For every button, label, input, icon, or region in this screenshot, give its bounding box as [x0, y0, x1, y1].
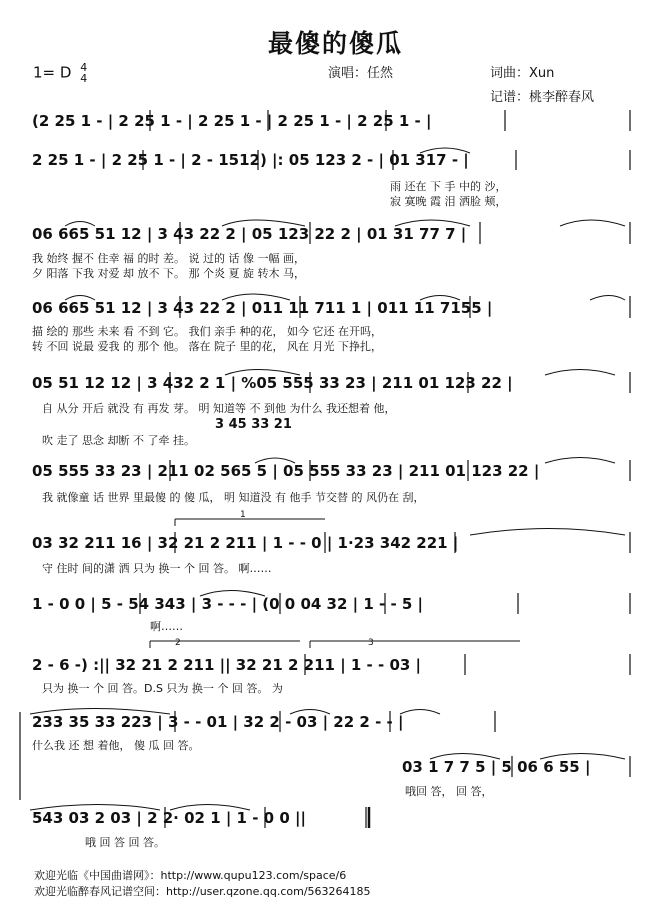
score-row-2 — [32, 148, 630, 208]
volta-2: 2 — [175, 638, 181, 648]
lyrics-row-3-verse-2: 夕 阳落 下我 对爱 却 放不 下。 那 个炎 夏 旋 转木 马， — [32, 267, 305, 280]
score-row-3 — [32, 220, 630, 280]
notes-row-2: 2 25 1 - | 2 25 1 - | 2 - 1512) |: 05 123 2 - | 01 317 - | — [32, 151, 469, 169]
time-sig-bottom: 4 — [80, 72, 88, 85]
notes-row-1: (2 25 1 - | 2 25 1 - | 2 25 1 - | 2 25 1 - | 2 25 1 - | — [32, 112, 432, 130]
volta-1: 1 — [240, 510, 246, 520]
composer-credit: 词曲：Xun — [490, 66, 555, 81]
notes-row-8: 1 - 0 0 | 5 - 54 343 | 3 - - - | (0 0 04 32 | 1 - - 5 | — [32, 595, 424, 613]
notes-row-5: 05 51 12 12 | 3 432 2 1 | %05 555 33 23 | 211 01 123 22 | — [32, 374, 513, 392]
lyrics-row-2-verse-2: 寂 寞晚 霞 泪 洒脸 颊， — [390, 195, 507, 208]
lyrics-row-4-verse-1: 描 绘的 那些 未来 看 不到 它。 我们 亲手 种的花， 如今 它还 在开吗， — [32, 325, 382, 338]
key-label: 1= D — [33, 63, 72, 82]
lyrics-row-11-verse-1: 哦回 答， 回 答， — [405, 785, 493, 798]
notes-row-9: 2 - 6 -) :|| 32 21 2 211 || 32 21 2 211 | 1 - - 03 | — [32, 656, 422, 674]
score-row-6 — [32, 458, 630, 505]
lyrics-row-12-verse-1: 哦 回 答 回 答。 — [85, 836, 165, 849]
lyrics-row-2-verse-1: 雨 还在 下 手 中的 沙， — [390, 180, 507, 193]
notes-row-7: 03 32 211 16 | 32 21 2 211 | 1 - - 0 | 1·23 342 221 | — [32, 534, 459, 552]
score-row-11 — [402, 754, 630, 799]
time-sig-top: 4 — [80, 61, 88, 74]
volta-3: 3 — [368, 638, 374, 648]
lyrics-row-7-verse-1: 守 住时 间的潇 洒 只为 换一 个 回 答。 啊…… — [42, 562, 272, 575]
notes-row-10: 233 35 33 223 | 3 - - 01 | 32 2 - 03 | 22 2 - - | — [32, 713, 404, 731]
score-row-5 — [32, 370, 630, 448]
song-title: 最傻的傻瓜 — [267, 29, 403, 58]
lyrics-row-3-verse-1: 我 始终 握不 住幸 福 的时 差。 说 过的 话 像 一幅 画， — [32, 252, 305, 265]
lyrics-row-5-verse-2: 吹 走了 思念 却断 不 了牵 挂。 — [42, 434, 195, 447]
transcriber-credit: 记谱：桃李醉春风 — [490, 90, 595, 105]
singer-credit: 演唱：任然 — [328, 66, 394, 81]
lyrics-row-5-verse-1: 自 从分 开后 就没 有 再发 芽。 明 知道等 不 到他 为什么 我还想着 他， — [42, 402, 396, 415]
notes-row-11: 03 1 7 7 5 | 5 06 6 55 | — [402, 758, 591, 776]
lyrics-row-4-verse-2: 转 不回 说最 爱我 的 那个 他。 落在 院子 里的花， 风在 月光 下挣扎， — [32, 340, 382, 353]
footer-link-qupu[interactable]: 欢迎光临《中国曲谱网》：http://www.qupu123.com/space/6 — [34, 869, 347, 882]
footer-link-qzone[interactable]: 欢迎光临醉春风记谱空间：http://user.qzone.qq.com/563264185 — [34, 885, 371, 898]
lyrics-row-10-verse-1: 什么我 还 想 着他， 傻 瓜 回 答。 — [32, 739, 200, 752]
score-row-9 — [32, 638, 630, 695]
lyrics-row-6-verse-1: 我 就像童 话 世界 里最傻 的 傻 瓜， 明 知道没 有 他手 节交替 的 风仍在 刮， — [42, 491, 425, 504]
score-row-12 — [30, 805, 369, 850]
alternate-notes: 3 45 33 21 — [215, 417, 292, 432]
score-row-1 — [32, 110, 630, 131]
score-row-7 — [32, 510, 630, 575]
score-row-4 — [32, 294, 630, 353]
notes-row-12: 543 03 2 03 | 2 2· 02 1 | 1 - 0 0 || — [32, 809, 306, 827]
lyrics-row-8-verse-1: 啊…… — [150, 620, 183, 633]
notes-row-6: 05 555 33 23 | 211 02 565 5 | 05 555 33 23 | 211 01 123 22 | — [32, 462, 540, 480]
notes-row-3: 06 665 51 12 | 3 43 22 2 | 05 123 22 2 | 01 31 77 7 | — [32, 225, 467, 243]
lyrics-row-9-verse-1: 只为 换一 个 回 答。D.S 只为 换一 个 回 答。 为 — [42, 682, 283, 695]
score-row-8 — [32, 591, 630, 634]
notes-row-4: 06 665 51 12 | 3 43 22 2 | 011 11 711 1 | 011 11 7155 | — [32, 299, 493, 317]
